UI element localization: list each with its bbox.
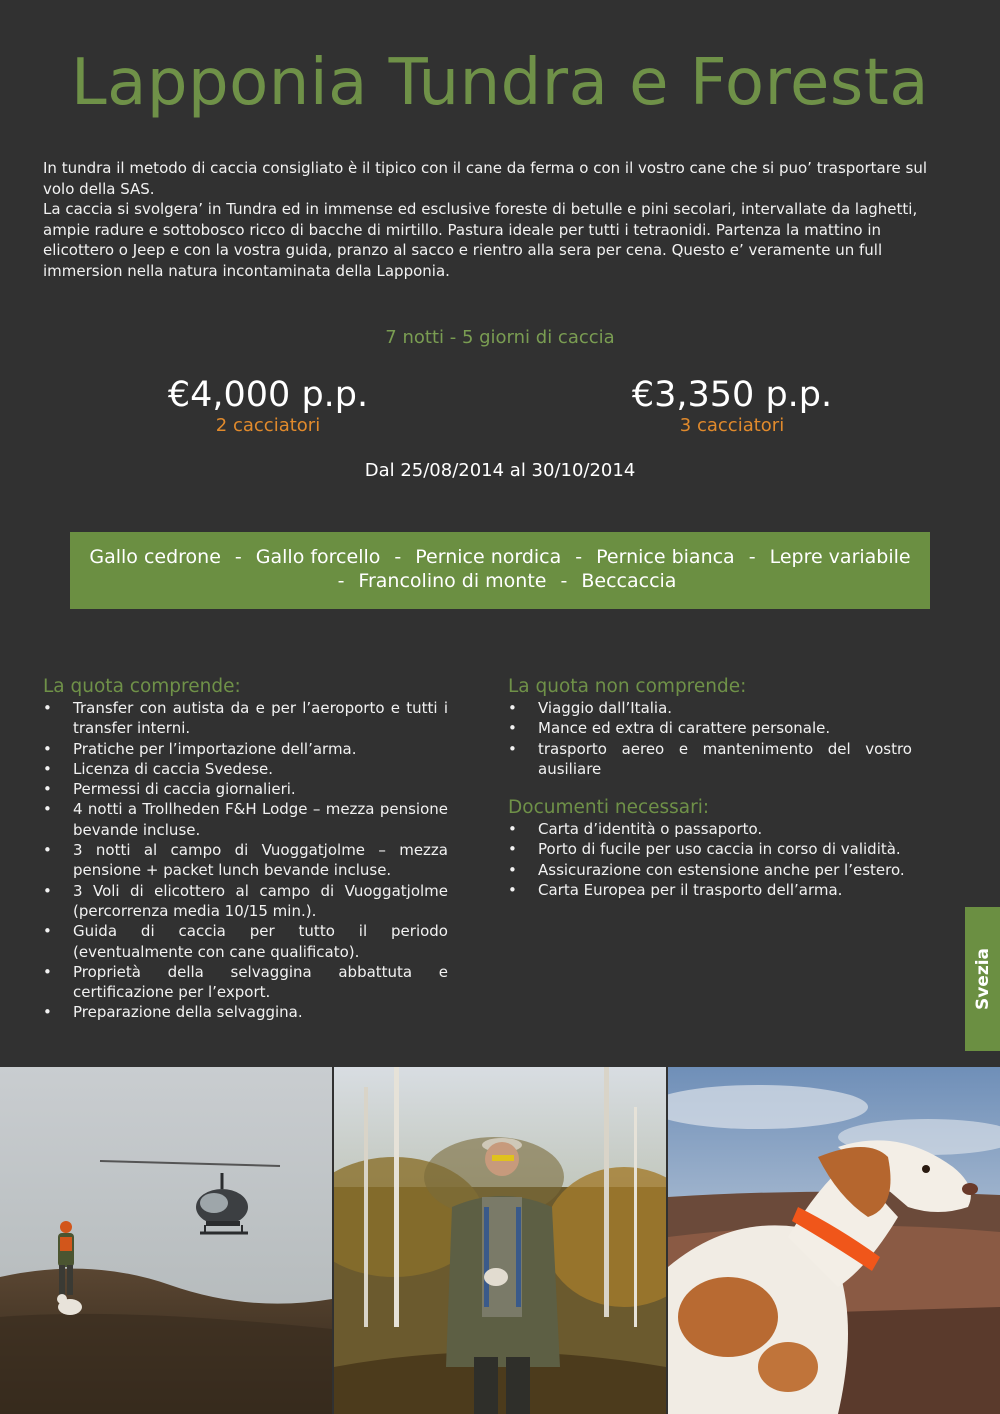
includes-title: La quota comprende:	[43, 676, 241, 697]
documents-list	[508, 819, 912, 900]
list-item	[508, 860, 912, 880]
species-item: Gallo forcello	[255, 546, 381, 568]
bullet: •	[508, 820, 517, 839]
list-item-text: Guida di caccia per tutto il periodo (eventualmente con cane qualificato).	[73, 922, 448, 961]
bullet: •	[43, 739, 52, 758]
species-separator: -	[394, 546, 402, 568]
species-banner	[70, 532, 930, 609]
price-block-2-hunters	[68, 374, 468, 436]
price-block-3-hunters	[532, 374, 932, 436]
list-item-text: Carta Europea per il trasporto dell’arma.	[538, 881, 843, 900]
forest-photo-illustration	[334, 1067, 666, 1414]
list-item-text: 3 notti al campo di Vuoggatjolme – mezza pensione + packet lunch bevande incluse.	[73, 841, 448, 880]
list-item-text: Pratiche per l’importazione dell’arma.	[73, 739, 357, 758]
documents-title: Documenti necessari:	[508, 797, 710, 819]
bullet: •	[43, 922, 52, 941]
price-amount: €3,350 p.p.	[631, 375, 833, 415]
list-item-text: Porto di fucile per uso caccia in corso di validità.	[538, 840, 901, 859]
list-item	[508, 718, 912, 738]
list-item	[43, 921, 448, 962]
bullet: •	[43, 1003, 52, 1022]
list-item	[43, 759, 448, 779]
excludes-title: La quota non comprende:	[508, 676, 747, 697]
list-item-text: Viaggio dall’Italia.	[538, 699, 673, 717]
dog-photo-illustration	[668, 1067, 1000, 1414]
species-item: Gallo cedrone	[89, 546, 221, 568]
list-item-text: trasporto aereo e mantenimento del vostro ausiliare	[538, 739, 912, 778]
price-amount: €4,000 p.p.	[167, 375, 369, 415]
species-item: Lepre variabile	[769, 546, 911, 568]
list-item-text: Assicurazione con estensione anche per l’estero.	[538, 860, 905, 879]
list-item-text: Proprietà della selvaggina abbattuta e certificazione per l’export.	[73, 962, 448, 1002]
list-item	[43, 881, 448, 922]
page-title: Lapponia Tundra e Foresta	[70, 46, 930, 120]
list-item	[43, 739, 448, 759]
list-item	[508, 819, 912, 839]
bullet: •	[43, 699, 52, 717]
bullet: •	[43, 962, 52, 981]
list-item-text: Transfer con autista da e per l’aeroporto e tutti i transfer interni.	[73, 699, 448, 738]
bullet: •	[43, 759, 52, 778]
includes-list	[43, 698, 448, 1023]
species-separator: -	[234, 546, 242, 568]
list-item	[508, 880, 912, 900]
list-item	[43, 799, 448, 840]
intro-paragraph-1: In tundra il metodo di caccia consigliato è il tipico con il cane da ferma o con il vostro cane che si puo’ trasportare sul volo della SAS.	[43, 159, 928, 198]
country-label: Svezia	[972, 947, 993, 1011]
photo-pointer-dog	[668, 1067, 1000, 1414]
species-separator: -	[575, 546, 583, 568]
list-item	[43, 962, 448, 1003]
season-dates: Dal 25/08/2014 al 30/10/2014	[364, 460, 636, 481]
list-item-text: 4 notti a Trollheden F&H Lodge – mezza pensione bevande incluse.	[73, 800, 448, 839]
list-item	[43, 1002, 448, 1022]
species-item: Beccaccia	[581, 570, 677, 592]
country-side-tab	[965, 907, 1000, 1051]
list-item-text: Permessi di caccia giornalieri.	[73, 780, 296, 799]
list-item-text: Mance ed extra di carattere personale.	[538, 719, 831, 738]
species-separator: -	[560, 570, 568, 592]
trip-duration: 7 notti - 5 giorni di caccia	[385, 327, 615, 348]
species-item: Francolino di monte	[358, 570, 547, 592]
intro-paragraph-2: La caccia si svolgera’ in Tundra ed in immense ed esclusive foreste di betulle e pini secolari, intervallate da laghetti, ampie radure e sottobosco ricco di bacche di mirtillo. Pastura ideale per tutti i tetraonidi. Partenza la mattino in elicottero o Jeep e con la vostra guida, pranzo al sacco e rientro alla sera per cena. Questo e’ veramente un full immersion nella natura incontaminata della Lapponia.	[43, 200, 918, 280]
species-item: Pernice nordica	[415, 546, 562, 568]
list-item	[508, 698, 912, 718]
bullet: •	[43, 800, 52, 819]
list-item	[43, 779, 448, 799]
species-separator: -	[337, 570, 345, 592]
list-item	[43, 698, 448, 739]
price-hunters: 3 cacciatori	[679, 415, 785, 436]
list-item-text: Carta d’identità o passaporto.	[538, 820, 763, 839]
helicopter-photo-illustration	[0, 1067, 332, 1414]
list-item-text: Licenza di caccia Svedese.	[73, 759, 274, 778]
species-item: Pernice bianca	[596, 546, 735, 568]
list-item-text: Preparazione della selvaggina.	[73, 1003, 303, 1022]
photo-forest-hunter	[334, 1067, 666, 1414]
species-separator: -	[748, 546, 756, 568]
excludes-documents-section	[508, 676, 912, 900]
bullet: •	[43, 881, 52, 900]
excludes-list	[508, 698, 912, 779]
bullet: •	[43, 780, 52, 799]
list-item	[43, 840, 448, 881]
bullet: •	[508, 860, 517, 879]
bullet: •	[508, 840, 517, 859]
list-item	[508, 839, 912, 859]
price-hunters: 2 cacciatori	[215, 415, 321, 436]
bullet: •	[508, 881, 517, 900]
list-item-text: 3 Voli di elicottero al campo di Vuoggatjolme (percorrenza media 10/15 min.).	[73, 881, 448, 920]
photo-helicopter-hunter	[0, 1067, 332, 1414]
includes-section	[43, 676, 448, 1023]
bullet: •	[508, 719, 517, 738]
bullet: •	[508, 739, 517, 758]
intro-text	[43, 158, 943, 281]
bullet: •	[43, 841, 52, 860]
bullet: •	[508, 699, 517, 717]
list-item	[508, 739, 912, 780]
